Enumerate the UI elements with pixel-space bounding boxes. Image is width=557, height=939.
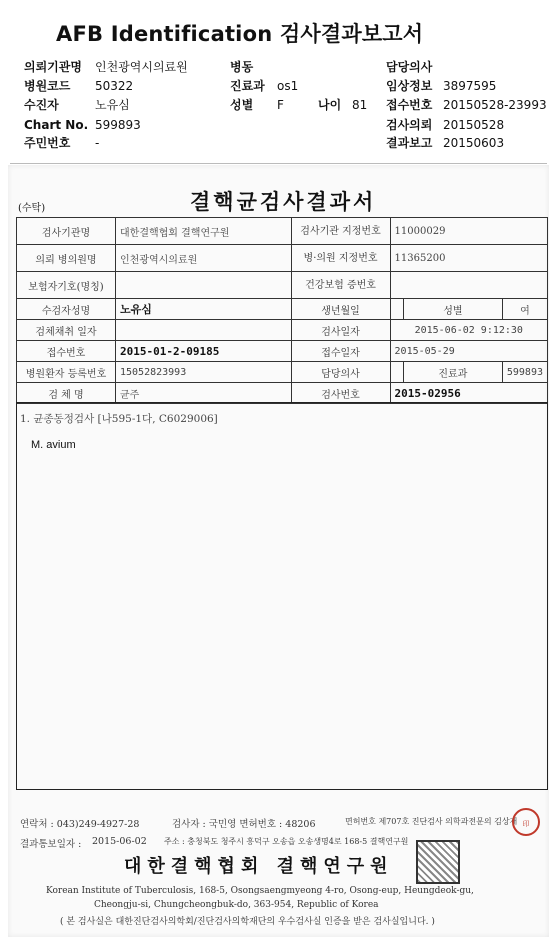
label-cell: 보험자기호(명칭) xyxy=(17,272,116,299)
label-cell: 접수번호 xyxy=(17,341,116,362)
label-cell: 검사기관명 xyxy=(17,218,116,245)
field-value: 3897595 xyxy=(443,79,497,93)
value-cell: 2015-02956 xyxy=(390,383,547,404)
field-label: 병동 xyxy=(230,60,254,74)
result-sheet-title: 결핵균검사결과서 xyxy=(190,189,377,214)
field-value: 50322 xyxy=(95,79,134,93)
field-label: 병원코드 xyxy=(24,79,71,93)
field-label: 수진자 xyxy=(24,98,59,112)
value-cell: 노유심 xyxy=(116,299,292,320)
label-cell: 진료과 xyxy=(403,362,502,383)
field-value: - xyxy=(95,136,100,150)
field-value: 599893 xyxy=(95,118,141,132)
label-cell: 담당의사 xyxy=(291,362,390,383)
field-value: 20150603 xyxy=(443,136,505,150)
label-cell: 건강보험 증번호 xyxy=(291,272,390,299)
footer-tel: 연락처 : 043)249-4927-28 xyxy=(20,819,140,830)
footer-english-address-2: Cheongju-si, Chungcheongbuk-do, 363-954, Republic of Korea xyxy=(94,900,379,910)
field-value: os1 xyxy=(277,79,299,93)
field-label: 주민번호 xyxy=(24,136,71,150)
value-cell: 11000029 xyxy=(390,218,547,245)
organism-result: M. avium xyxy=(31,439,76,451)
label-cell: 생년월일 xyxy=(291,299,390,320)
footer-address: 주소 : 충청북도 청주시 흥덕구 오송읍 오송생명4로 168-5 결핵연구원 xyxy=(164,837,409,846)
value-cell: 11365200 xyxy=(390,245,547,272)
suta-label: (수탁) xyxy=(18,203,46,214)
report-form-table xyxy=(16,217,548,404)
value-cell xyxy=(116,272,292,299)
field-label: 검사의뢰 xyxy=(386,118,433,132)
field-value: 81 xyxy=(352,98,368,112)
report-title: AFB Identification 검사결과보고서 xyxy=(56,22,424,46)
value-cell xyxy=(116,320,292,341)
field-value: F xyxy=(277,98,284,112)
test-description: 1. 균종동정검사 [나595-1다, C6029006] xyxy=(20,413,218,425)
field-value: 20150528-23993 xyxy=(443,98,547,112)
label-cell: 수검자성명 xyxy=(17,299,116,320)
divider xyxy=(10,163,547,164)
label-cell: 병·의원 지정번호 xyxy=(291,245,390,272)
value-cell: 599893 xyxy=(502,362,547,383)
label-cell: 의뢰 병의원명 xyxy=(17,245,116,272)
field-label: 접수번호 xyxy=(386,98,433,112)
field-value: 인천광역시의료원 xyxy=(95,60,188,74)
value-cell: 2015-06-02 9:12:30 xyxy=(390,320,547,341)
footer-report-date-label: 결과통보일자 : xyxy=(20,839,82,850)
label-cell: 접수일자 xyxy=(291,341,390,362)
label-cell: 검사기관 지정번호 xyxy=(291,218,390,245)
value-cell xyxy=(390,272,547,299)
value-cell xyxy=(390,362,403,383)
label-cell: 성별 xyxy=(403,299,502,320)
footer-tester: 검사자 : 국민영 면허번호 : 48206 xyxy=(172,819,316,830)
result-box xyxy=(16,402,548,790)
footer-certification: ( 본 검사실은 대한진단검사의학회/진단검사의학재단의 우수검사실 인증을 받은 검사실입니다. ) xyxy=(60,917,435,927)
institute-name: 대한결핵협회 결핵연구원 xyxy=(124,856,394,877)
field-label: 성별 xyxy=(230,98,254,112)
label-cell: 검 체 명 xyxy=(17,383,116,404)
value-cell: 대한결핵협회 결핵연구원 xyxy=(116,218,292,245)
field-label: 진료과 xyxy=(230,79,265,93)
value-cell: 균주 xyxy=(116,383,292,404)
value-cell: 여 xyxy=(502,299,547,320)
label-cell: 검사일자 xyxy=(291,320,390,341)
field-value: 20150528 xyxy=(443,118,505,132)
seal-stamp: 印 xyxy=(512,808,540,836)
value-cell: 2015-01-2-09185 xyxy=(116,341,292,362)
field-label: 나이 xyxy=(318,98,342,112)
official-seal xyxy=(416,840,460,884)
field-label: 임상정보 xyxy=(386,79,433,93)
footer-license: 면허번호 제707호 진단검사 의학과전문의 김상재 xyxy=(345,817,518,826)
footer-english-address-1: Korean Institute of Tuberculosis, 168-5, Osongsaengmyeong 4-ro, Osong-eup, Heungdeok-gu, xyxy=(46,886,474,896)
field-label: 의뢰기관명 xyxy=(24,60,82,74)
field-label: 결과보고 xyxy=(386,136,433,150)
field-value: 노유심 xyxy=(95,98,130,112)
label-cell: 검사번호 xyxy=(291,383,390,404)
footer-report-date: 2015-06-02 xyxy=(92,836,147,847)
value-cell: 15052823993 xyxy=(116,362,292,383)
value-cell: 인천광역시의료원 xyxy=(116,245,292,272)
label-cell: 검체채취 일자 xyxy=(17,320,116,341)
value-cell xyxy=(390,299,403,320)
field-label: 담당의사 xyxy=(386,60,433,74)
label-cell: 병원환자 등록번호 xyxy=(17,362,116,383)
field-label: Chart No. xyxy=(24,118,89,132)
value-cell: 2015-05-29 xyxy=(390,341,547,362)
